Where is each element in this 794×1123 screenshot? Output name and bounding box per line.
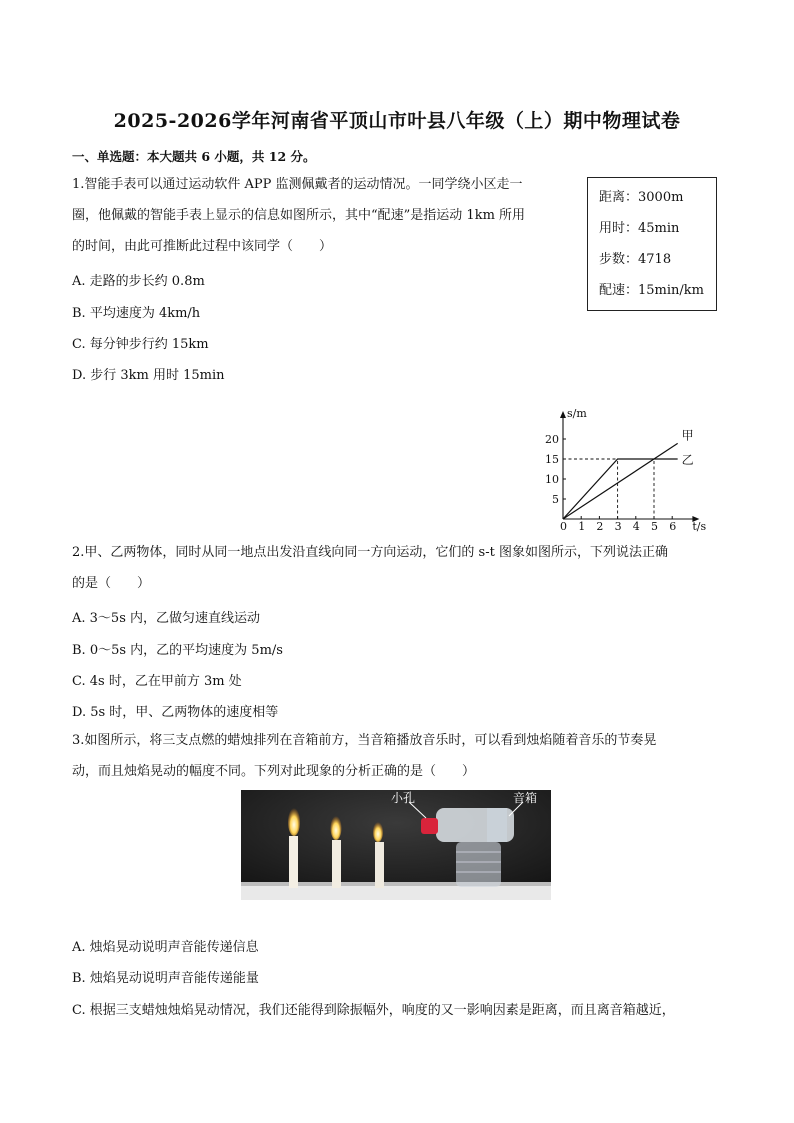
q3-option-a: A. 烛焰晃动说明声音能传递信息	[72, 940, 259, 955]
q3-line-2: 动，而且烛焰晃动的幅度不同。下列对此现象的分析正确的是（ ）	[72, 764, 476, 779]
q1-option-d: D. 步行 3km 用时 15min	[72, 368, 225, 383]
x-axis-label: t/s	[692, 520, 707, 533]
q3-line-1: 3.如图所示，将三支点燃的蜡烛排列在音箱前方，当音箱播放音乐时，可以看到烛焰随着音乐的节奏晃	[72, 733, 657, 748]
q1-option-a: A. 走路的步长约 0.8m	[72, 274, 205, 289]
section-heading: 一、单选题：本大题共 6 小题，共 12 分。	[72, 149, 316, 164]
info-steps: 步数：4718	[599, 252, 672, 267]
info-distance: 距离：3000m	[599, 190, 684, 205]
series-label-1: 乙	[681, 453, 694, 467]
candles-speaker-photo	[241, 790, 551, 900]
y-axis-arrow	[560, 411, 566, 418]
series-label-0: 甲	[681, 428, 694, 443]
q2-option-a: A. 3～5s 内，乙做匀速直线运动	[72, 611, 260, 626]
q2-option-c: C. 4s 时，乙在甲前方 3m 处	[72, 674, 242, 689]
x-tick-label: 5	[651, 520, 658, 533]
info-time: 用时：45min	[599, 221, 680, 236]
info-pace: 配速：15min/km	[599, 283, 704, 298]
x-tick-label: 3	[614, 520, 622, 533]
st-chart	[545, 395, 725, 540]
x-tick-label: 6	[669, 520, 677, 533]
q1-line-1: 1.智能手表可以通过运动软件 APP 监测佩戴者的运动情况。一同学绕小区走一	[72, 177, 523, 192]
watch-info-box	[587, 177, 717, 311]
y-tick-label: 10	[545, 473, 559, 486]
candle-2	[331, 816, 342, 888]
series-line-0	[563, 443, 678, 519]
q2-line-2: 的是（ ）	[72, 576, 151, 591]
y-tick-label: 5	[552, 493, 559, 506]
x-tick-label: 0	[560, 520, 567, 533]
y-tick-label: 15	[545, 453, 559, 466]
q1-option-c: C. 每分钟步行约 15km	[72, 337, 209, 352]
x-tick-label: 4	[632, 520, 640, 533]
page-title: 2025-2026学年河南省平顶山市叶县八年级（上）期中物理试卷	[113, 110, 681, 132]
q1-line-2: 圈，他佩戴的智能手表上显示的信息如图所示，其中“配速”是指运动 1km 所用	[72, 208, 526, 223]
q1-option-b: B. 平均速度为 4km/h	[72, 306, 201, 321]
series-line-1	[563, 459, 678, 519]
q2-option-b: B. 0～5s 内，乙的平均速度为 5m/s	[72, 643, 283, 658]
y-axis-label: s/m	[567, 407, 587, 420]
q1-line-3: 的时间，由此可推断此过程中该同学（ ）	[72, 239, 333, 254]
label-small-hole: 小孔	[391, 791, 416, 805]
y-tick-label: 20	[545, 433, 559, 446]
q2-line-1: 2.甲、乙两物体，同时从同一地点出发沿直线向同一方向运动，它们的 s-t 图象如图所示，下列说法正确	[72, 545, 668, 560]
q3-option-c: C. 根据三支蜡烛烛焰晃动情况，我们还能得到除振幅外，响度的又一影响因素是距离，而且离音箱越近，	[72, 1003, 675, 1018]
x-tick-label: 2	[596, 520, 604, 533]
label-speaker: 音箱	[513, 791, 538, 805]
q2-option-d: D. 5s 时，甲、乙两物体的速度相等	[72, 705, 279, 720]
x-tick-label: 1	[578, 520, 586, 533]
q3-option-b: B. 烛焰晃动说明声音能传递能量	[72, 971, 259, 986]
photo-illustration	[241, 790, 551, 900]
